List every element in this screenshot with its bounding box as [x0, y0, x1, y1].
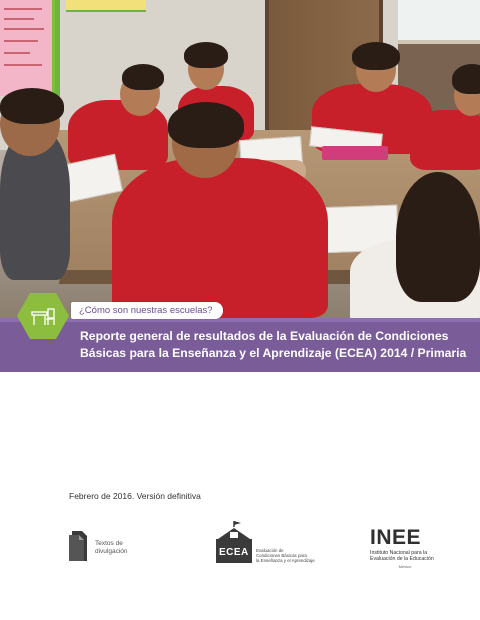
student-hair — [122, 64, 164, 90]
document-stack-icon — [68, 530, 88, 562]
report-title — [80, 328, 472, 362]
report-title-line-2: Básicas para la Enseñanza y el Aprendizaje (ECEA) 2014 / Primaria — [80, 346, 467, 360]
school-desk-icon — [29, 303, 57, 329]
publication-date: Febrero de 2016. Versión definitiva — [69, 491, 201, 501]
inee-country: México — [398, 564, 412, 569]
student-hair — [168, 102, 244, 148]
student-hair — [396, 172, 480, 302]
textos-label: Textos de divulgación — [95, 540, 128, 555]
inee-logo — [370, 528, 440, 568]
textos-divulgacion-logo — [68, 528, 148, 566]
student-hair — [452, 64, 480, 94]
ecea-description: Evaluación de Condiciones Básicas para la Enseñanza y el Aprendizaje — [256, 548, 315, 564]
student-hair — [0, 88, 64, 124]
ecea-logo — [214, 519, 314, 567]
report-title-line-1: Reporte general de resultados de la Evaluación de Condiciones — [80, 329, 449, 343]
student-hair — [352, 42, 400, 70]
student-hair — [184, 42, 228, 68]
classroom-window — [398, 0, 480, 44]
ecea-wordmark: ECEA — [219, 547, 249, 558]
series-tag: ¿Cómo son nuestras escuelas? — [71, 302, 223, 319]
student-uniform — [410, 110, 480, 170]
student-uniform — [112, 158, 328, 318]
inee-fullname: Instituto Nacional para la Evaluación de la Educación — [370, 550, 434, 562]
wall-sign — [66, 0, 146, 12]
school-building-icon — [214, 519, 254, 565]
pencil-case — [322, 146, 388, 160]
inee-wordmark: INEE — [370, 526, 422, 549]
wall-poster — [0, 0, 55, 96]
